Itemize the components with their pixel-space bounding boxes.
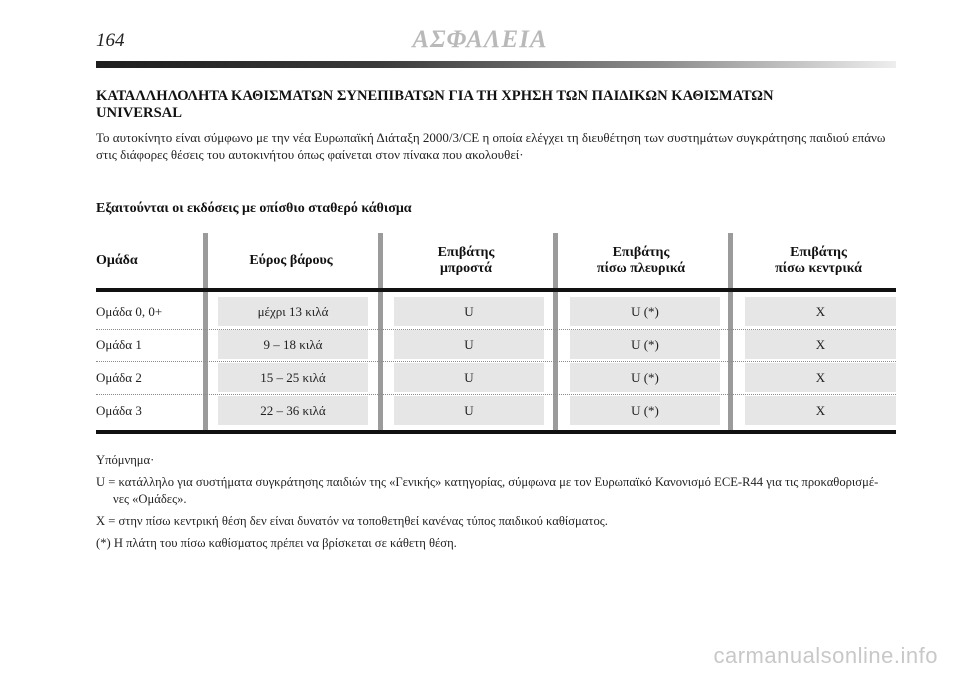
- cell-rear-center: X: [745, 297, 896, 326]
- column-separator: [203, 233, 208, 434]
- legend-u-note: U = κατάλληλο για συστήματα συγκράτησης παιδιών της «Γενικής» κατηγορίας, σύμφωνα με τον Ευρωπαϊκό Κανονισμό ECE-R44 για τις προκαθορισμέ- νες «Ομάδες».: [96, 475, 879, 506]
- cell-rear-side: U (*): [570, 396, 720, 425]
- legend-x-note: X = στην πίσω κεντρική θέση δεν είναι δυνατόν να τοποθετηθεί κανένας τύπος παιδικού καθίσματος.: [96, 514, 608, 528]
- table-bottom-rule: [96, 430, 896, 434]
- legend-star-note: (*) Η πλάτη του πίσω καθίσματος πρέπει να βρίσκεται σε κάθετη θέση.: [96, 536, 457, 550]
- cell-group: Ομάδα 2: [96, 369, 142, 385]
- header-cell-rear-center-passenger: [741, 233, 896, 288]
- cell-front: U: [394, 330, 544, 359]
- intro-line-2: στις διάφορες θέσεις του αυτοκινήτου όπως φαίνεται στον πίνακα που ακολουθεί·: [96, 147, 524, 162]
- cell-front: U: [394, 297, 544, 326]
- cell-weight: 15 – 25 κιλά: [218, 363, 368, 392]
- cell-group: Ομάδα 1: [96, 336, 142, 352]
- header-cell-front-passenger: [391, 233, 541, 288]
- legend-notes: [96, 452, 896, 557]
- header-text: Επιβάτης: [437, 244, 495, 260]
- cell-front: U: [394, 363, 544, 392]
- column-separator: [553, 233, 558, 434]
- row-divider: [96, 361, 896, 362]
- header-text: Επιβάτης: [612, 244, 670, 260]
- main-heading-line-2: UNIVERSAL: [96, 105, 182, 121]
- main-heading: [96, 88, 896, 122]
- main-heading-line-1: ΚΑΤΑΛΛΗΛΟΛΗΤΑ ΚΑΘΙΣΜΑΤΩΝ ΣΥΝΕΠΙΒΑΤΩΝ ΓΙΑ ΤΗ ΧΡΗΣΗ ΤΩΝ ΠΑΙΔΙΚΩΝ ΚΑΘΙΣΜΑΤΩΝ: [96, 88, 774, 104]
- header-text: Εύρος βάρους: [249, 252, 333, 268]
- cell-rear-center: X: [745, 363, 896, 392]
- legend-title: Υπόμνημα·: [96, 453, 155, 467]
- seat-suitability-table: [96, 233, 896, 434]
- header-text: Ομάδα: [96, 252, 138, 268]
- page-number: 164: [96, 30, 125, 51]
- row-divider: [96, 394, 896, 395]
- cell-rear-side: U (*): [570, 330, 720, 359]
- header-rule: [96, 288, 896, 292]
- header-text: μπροστά: [440, 260, 492, 276]
- header-text: Επιβάτης: [790, 244, 847, 260]
- intro-paragraph: [96, 129, 896, 163]
- table-subheading: Εξαιτούνται οι εκδόσεις με οπίσθιο σταθερό κάθισμα: [96, 201, 412, 216]
- cell-group: Ομάδα 3: [96, 402, 142, 418]
- header-text: πίσω πλευρικά: [596, 260, 686, 276]
- column-separator: [728, 233, 733, 434]
- header-rule: [96, 61, 896, 68]
- section-title: ΑΣΦΑΛΕΙΑ: [412, 26, 548, 53]
- cell-rear-center: X: [745, 396, 896, 425]
- cell-rear-side: U (*): [570, 363, 720, 392]
- cell-group: Ομάδα 0, 0+: [96, 303, 163, 319]
- cell-weight: μέχρι 13 κιλά: [218, 297, 368, 326]
- cell-weight: 9 – 18 κιλά: [218, 330, 368, 359]
- header-text: πίσω κεντρικά: [775, 260, 862, 276]
- intro-line-1: Το αυτοκίνητο είναι σύμφωνο με την νέα Ευρωπαϊκή Διάταξη 2000/3/CE η οποία ελέγχει τη διευθέτηση των συστημάτων συγκράτησης παιδιού επάνω: [96, 130, 886, 145]
- cell-weight: 22 – 36 κιλά: [218, 396, 368, 425]
- column-separator: [378, 233, 383, 434]
- watermark: carmanualsonline.info: [713, 643, 938, 668]
- header-cell-weight: [216, 233, 366, 288]
- cell-rear-side: U (*): [570, 297, 720, 326]
- header-cell-rear-side-passenger: [566, 233, 716, 288]
- header-cell-group: [96, 233, 203, 288]
- cell-rear-center: X: [745, 330, 896, 359]
- cell-front: U: [394, 396, 544, 425]
